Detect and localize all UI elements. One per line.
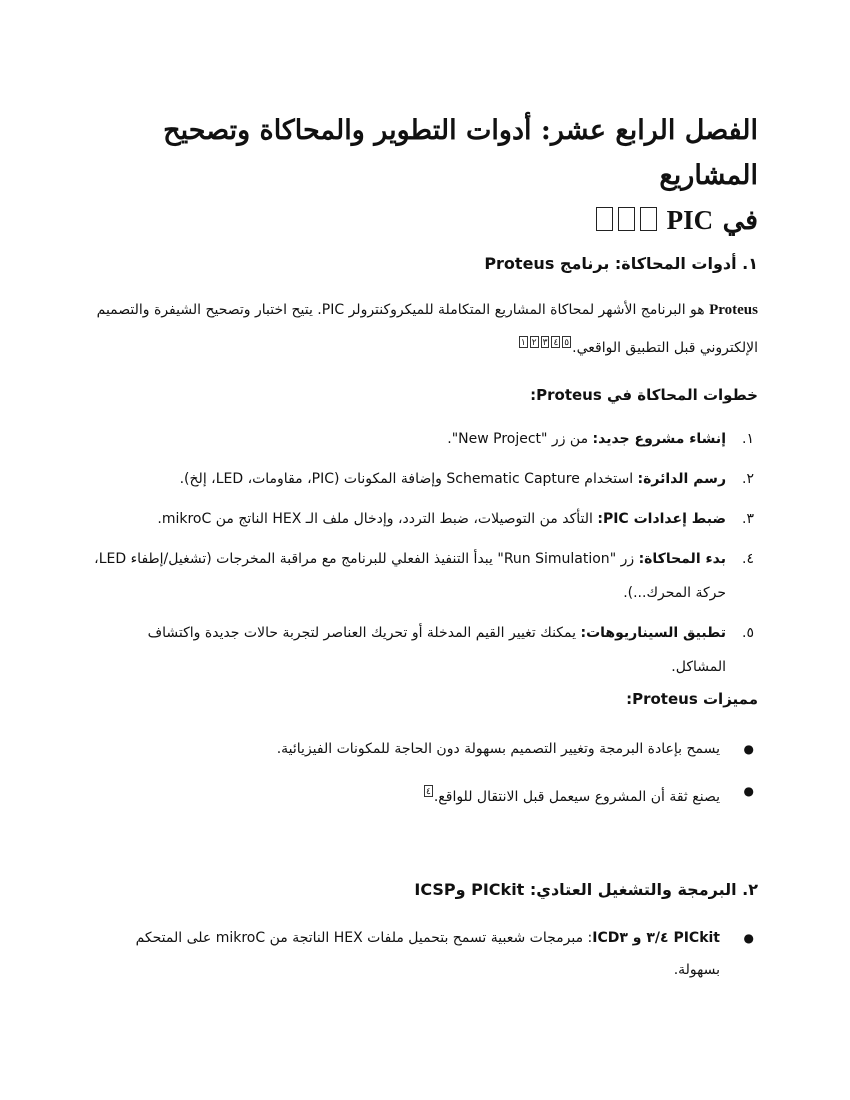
features-list [90,733,754,813]
section1-heading: ١. أدوات المحاكاة: برنامج Proteus [484,254,758,273]
list-item: ● PICkit ٣/٤ و ICD٣: مبرمجات شعبية تسمح بتحميل ملفات HEX الناتجة من mikroC على المتحكم بسهولة. [90,922,754,986]
list-item: ٢. رسم الدائرة: استخدام Schematic Capture وإضافة المكونات (PIC، مقاومات، LED، إلخ). [179,471,754,487]
chapter-title-latin: PIC [666,205,714,235]
chapter-title-prefix: في [722,205,758,236]
list-item: ٥. تطبيق السيناريوهات: يمكنك تغيير القيم المدخلة أو تحريك العناصر لتجربة حالات جديدة واكتشاف المشاكل. [147,625,754,675]
list-item: ١. إنشاء مشروع جديد: من زر "New Project". [447,431,754,447]
list-item: ٤. بدء المحاكاة: زر "Run Simulation" يبدأ التنفيذ الفعلي للبرنامج مع مراقبة المخرجات (تشغيل/إطفاء LED، حركة المحرك...). [94,551,754,601]
section1-intro [90,294,758,364]
chapter-title-line1: الفصل الرابع عشر: أدوات التطوير والمحاكاة وتصحيح المشاريع [163,115,758,191]
intro-bold-term: Proteus [709,302,758,318]
list-item: ● يسمح بإعادة البرمجة وتغيير التصميم بسهولة دون الحاجة للمكونات الفيزيائية. [90,733,754,765]
chapter-title [90,108,758,243]
list-item: ● يصنع ثقة أن المشروع سيعمل قبل الانتقال للواقع.$^٤$ [90,775,754,813]
reference-links[interactable]: ١ ٢ ٣ ٤ ٥ [520,337,570,347]
section2-heading: ٢. البرمجة والتشغيل العتادي: PICkit وICSP [414,880,758,899]
bullet-icon: ● [743,784,754,798]
missing-glyph-boxes [591,205,657,236]
list-item: ٣. ضبط إعدادات PIC: التأكد من التوصيلات، ضبط التردد، وإدخال ملف الـ HEX الناتج من mikroC. [157,511,754,527]
steps-heading: خطوات المحاكاة في Proteus: [530,386,758,404]
bullet-icon: ● [743,742,754,756]
reference-link[interactable]: ٤ [426,786,431,796]
steps-list [90,422,754,684]
bullet-icon: ● [743,931,754,945]
section2-list [90,922,754,986]
features-heading: مميزات Proteus: [626,690,758,708]
intro-text: هو البرنامج الأشهر لمحاكاة المشاريع المتكاملة للميكروكنترولر PIC. يتيح اختبار وتصحيح الشيفرة والتصميم الإلكتروني قبل التطبيق الواقعي. [96,302,758,356]
